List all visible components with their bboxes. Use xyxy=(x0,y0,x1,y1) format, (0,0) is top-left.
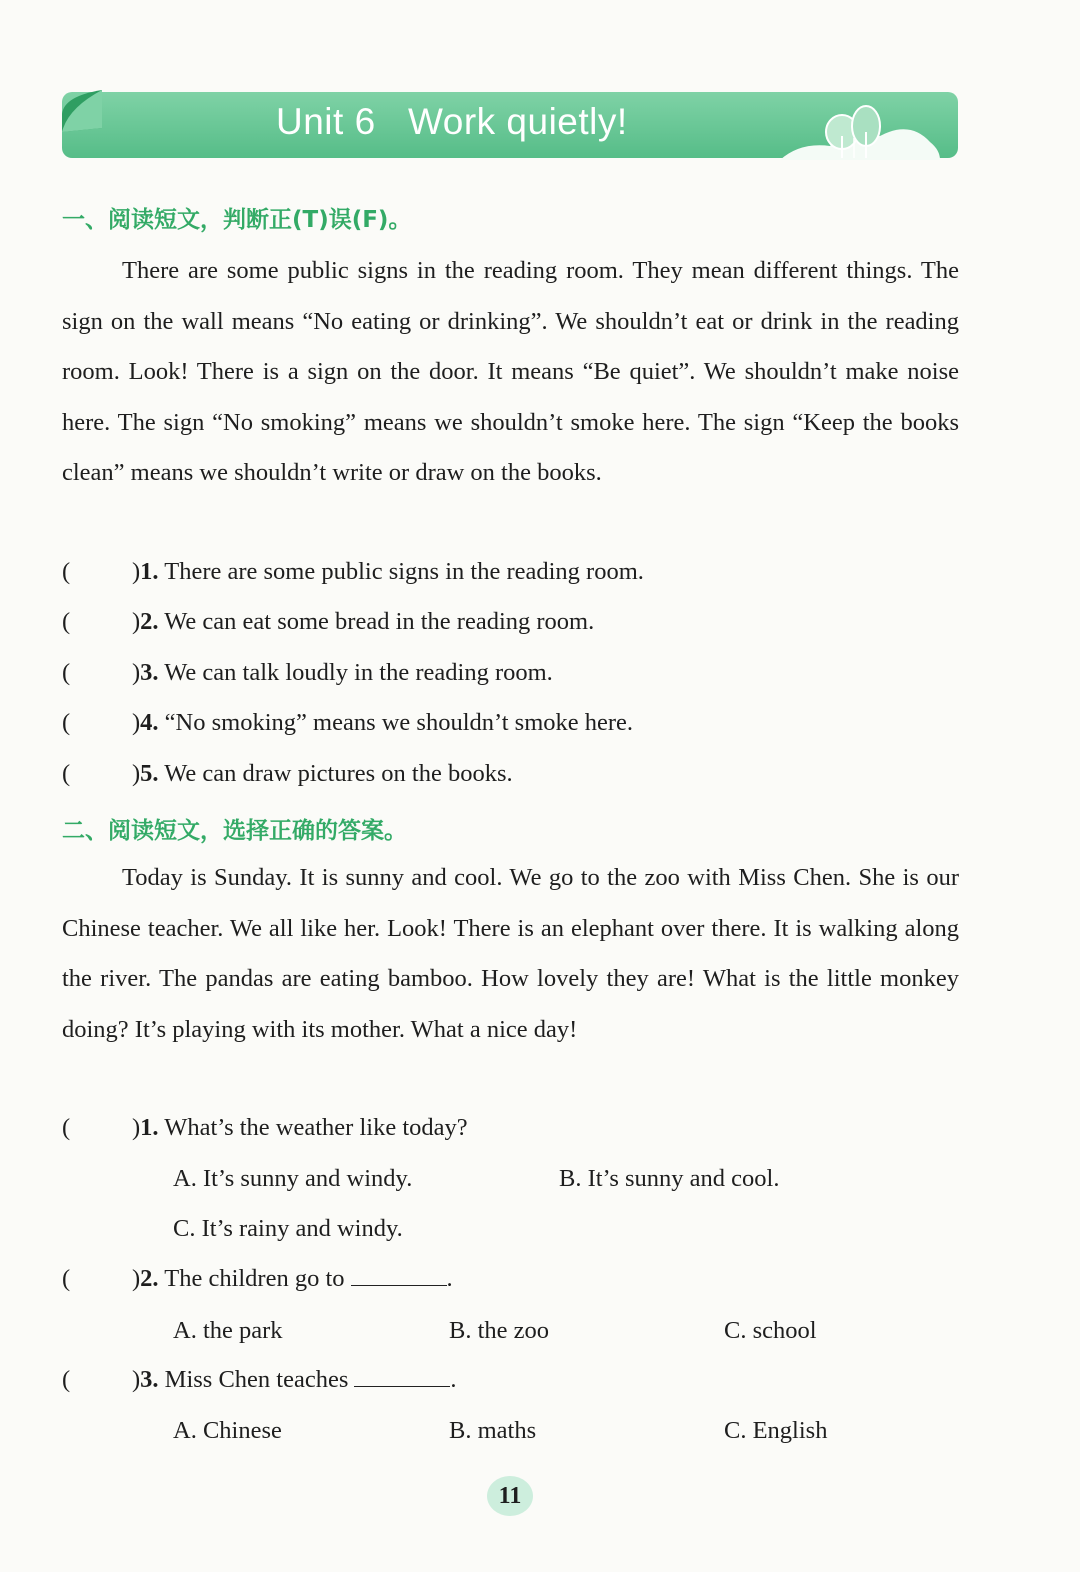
unit-title: Unit 6 Work quietly! xyxy=(276,101,628,142)
s2-q1-option-a: A. It’s sunny and windy. xyxy=(173,1165,413,1192)
s2-q2-option-b: B. the zoo xyxy=(449,1317,550,1344)
s2-q2-option-c: C. school xyxy=(724,1317,817,1344)
s2-q3-option-a: A. Chinese xyxy=(173,1417,282,1444)
s1-question-5: ( )5. We can draw pictures on the books. xyxy=(62,760,513,787)
s1-question-3: ( )3. We can talk loudly in the reading room. xyxy=(62,659,553,686)
answer-blank[interactable] xyxy=(351,1284,447,1286)
s2-q3-option-b: B. maths xyxy=(449,1417,537,1444)
s2-question-3: ( )3. Miss Chen teaches . xyxy=(62,1366,457,1393)
s1-question-2: ( )2. We can eat some bread in the reading room. xyxy=(62,608,595,635)
s2-question-2: ( )2. The children go to . xyxy=(62,1265,453,1292)
section2-passage: Today is Sunday. It is sunny and cool. We go to the zoo with Miss Chen. She is our Chinese teacher. We all like her. Look! There is an elephant over there. It is walking along the river. The pandas are eating bamboo. How lovely they are! What is the little monkey doing? It’s playing with its mother. What a nice day! xyxy=(62,864,959,1043)
section2-heading: 二、阅读短文，选择正确的答案。 xyxy=(62,818,407,844)
s2-q1-option-b: B. It’s sunny and cool. xyxy=(559,1165,780,1192)
s2-q1-option-c: C. It’s rainy and windy. xyxy=(173,1215,403,1242)
section1-passage: There are some public signs in the reading room. They mean different things. The sign on the wall means “No eating or drinking”. We shouldn’t eat or drink in the reading room. Look! There is a sign on the door. It means “Be quiet”. We shouldn’t make noise here. The sign “No smoking” means we shouldn’t smoke here. The sign “Keep the books clean” means we shouldn’t write or draw on the books. xyxy=(62,257,959,486)
s2-question-1: ( )1. What’s the weather like today? xyxy=(62,1114,468,1141)
answer-blank[interactable] xyxy=(354,1385,450,1387)
s2-q3-option-c: C. English xyxy=(724,1417,828,1444)
page-number: 11 xyxy=(487,1476,533,1516)
trees-cloud-icon xyxy=(780,102,940,160)
banner-fold-corner xyxy=(62,88,106,132)
s1-question-1: ( )1. There are some public signs in the reading room. xyxy=(62,558,644,585)
s1-question-4: ( )4. “No smoking” means we shouldn’t smoke here. xyxy=(62,709,634,736)
s2-q2-option-a: A. the park xyxy=(173,1317,283,1344)
section1-heading: 一、阅读短文，判断正(T)误(F)。 xyxy=(62,207,412,233)
